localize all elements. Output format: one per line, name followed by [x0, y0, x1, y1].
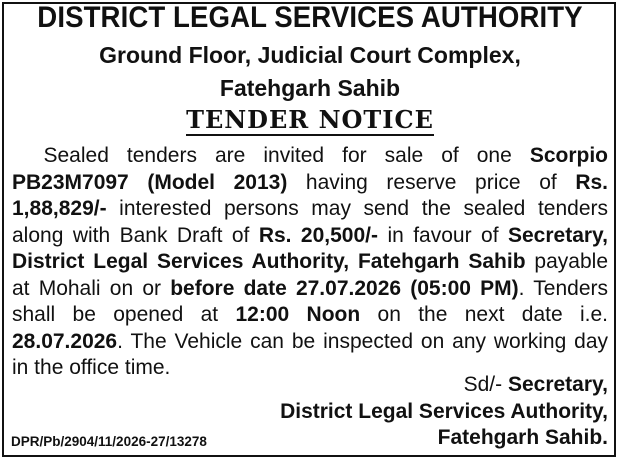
body-highlight: 28.07.2026	[12, 329, 118, 353]
body-text: Sealed tenders are invited for sale of one	[43, 144, 530, 167]
authority-title: DISTRICT LEGAL SERVICES AUTHORITY	[37, 1, 583, 34]
signature-organisation: District Legal Services Authority,	[280, 400, 608, 423]
address-line-2: Fatehgarh Sahib	[219, 75, 401, 101]
signature-place: Fatehgarh Sahib.	[437, 426, 608, 449]
body-highlight: 12:00 Noon	[235, 303, 361, 326]
tender-notice-heading	[0, 105, 620, 134]
body-highlight: Secretary, District Legal Services Authority, Fatehgarh Sahib	[12, 223, 609, 273]
body-highlight: Rs. 20,500/-	[258, 223, 378, 247]
body-text: having reserve price of	[287, 170, 576, 194]
signature-line	[208, 373, 608, 397]
signature-prefix: Sd/-	[463, 373, 508, 396]
body-highlight: Scorpio PB23M7097 (Model 2013)	[12, 144, 608, 194]
tender-notice-heading-text: TENDER NOTICE	[186, 105, 434, 134]
body-text: interested persons may send the sealed tenders along with Bank Draft of	[12, 197, 608, 247]
signature-title: Secretary,	[507, 373, 608, 396]
notice-body	[12, 143, 608, 382]
body-text: in favour of	[378, 223, 508, 247]
body-text: on the next date i.e.	[360, 303, 608, 326]
body-text: payable at Mohali on or	[12, 250, 608, 300]
body-text: . Tenders shall be opened at	[12, 276, 609, 326]
address-line-1: Ground Floor, Judicial Court Complex,	[99, 42, 521, 68]
body-highlight: before date 27.07.2026 (05:00 PM)	[170, 276, 519, 300]
body-highlight: Rs. 1,88,829/-	[12, 170, 608, 220]
dpr-reference: DPR/Pb/2904/11/2026-27/13278	[11, 434, 207, 449]
body-text: . The Vehicle can be inspected on any working day in the office time.	[12, 329, 608, 379]
